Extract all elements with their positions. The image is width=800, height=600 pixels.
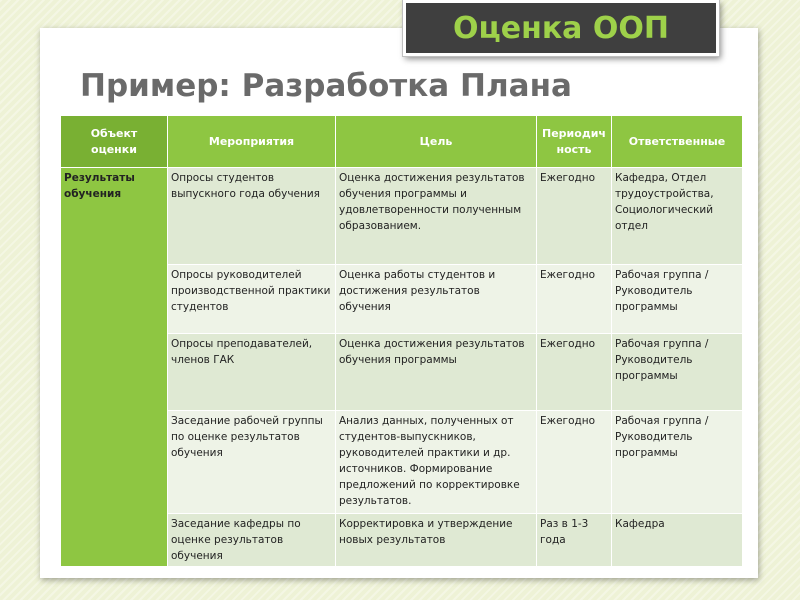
cell-event: Опросы преподавателей, членов ГАК	[168, 334, 336, 411]
cell-event: Заседание рабочей группы по оценке результатов обучения	[168, 411, 336, 514]
cell-goal: Оценка работы студентов и достижения результатов обучения	[336, 265, 537, 334]
cell-responsible: Кафедра, Отдел трудоустройства, Социологический отдел	[612, 168, 743, 265]
plan-table	[60, 115, 743, 567]
group-cell	[61, 168, 168, 567]
header-period	[537, 116, 612, 168]
cell-period: Раз в 1-3 года	[537, 514, 612, 567]
header-events	[168, 116, 336, 168]
page-title: Пример: Разработка Плана	[80, 68, 572, 104]
cell-period: Ежегодно	[537, 411, 612, 514]
header-events-label: Мероприятия	[208, 134, 295, 148]
header-responsible-label: Ответственные	[628, 134, 726, 148]
cell-period: Ежегодно	[537, 168, 612, 265]
header-goal-label: Цель	[419, 134, 453, 148]
cell-period: Ежегодно	[537, 265, 612, 334]
cell-event: Опросы студентов выпускного года обучения	[168, 168, 336, 265]
cell-responsible: Рабочая группа / Руководитель программы	[612, 334, 743, 411]
cell-responsible: Рабочая группа / Руководитель программы	[612, 411, 743, 514]
table-row	[61, 168, 743, 265]
header-object	[61, 116, 168, 168]
header-goal	[336, 116, 537, 168]
cell-responsible: Рабочая группа / Руководитель программы	[612, 265, 743, 334]
cell-goal: Оценка достижения результатов обучения программы и удовлетворенности полученным образованием.	[336, 168, 537, 265]
header-object-label: Объект оценки	[90, 126, 138, 156]
cell-goal: Корректировка и утверждение новых результатов	[336, 514, 537, 567]
cell-event: Опросы руководителей производственной практики студентов	[168, 265, 336, 334]
cell-period: Ежегодно	[537, 334, 612, 411]
table-header-row	[61, 116, 743, 168]
cell-event: Заседание кафедры по оценке результатов обучения	[168, 514, 336, 567]
cell-responsible: Кафедра	[612, 514, 743, 567]
section-badge: Оценка ООП	[403, 0, 719, 56]
header-period-label: Периодич ность	[542, 126, 606, 156]
cell-goal: Оценка достижения результатов обучения программы	[336, 334, 537, 411]
cell-goal: Анализ данных, полученных от студентов-выпускников, руководителей практики и др. источников. Формирование предложений по корректировке результатов.	[336, 411, 537, 514]
header-responsible	[612, 116, 743, 168]
group-label: Результаты обучения	[64, 172, 135, 200]
